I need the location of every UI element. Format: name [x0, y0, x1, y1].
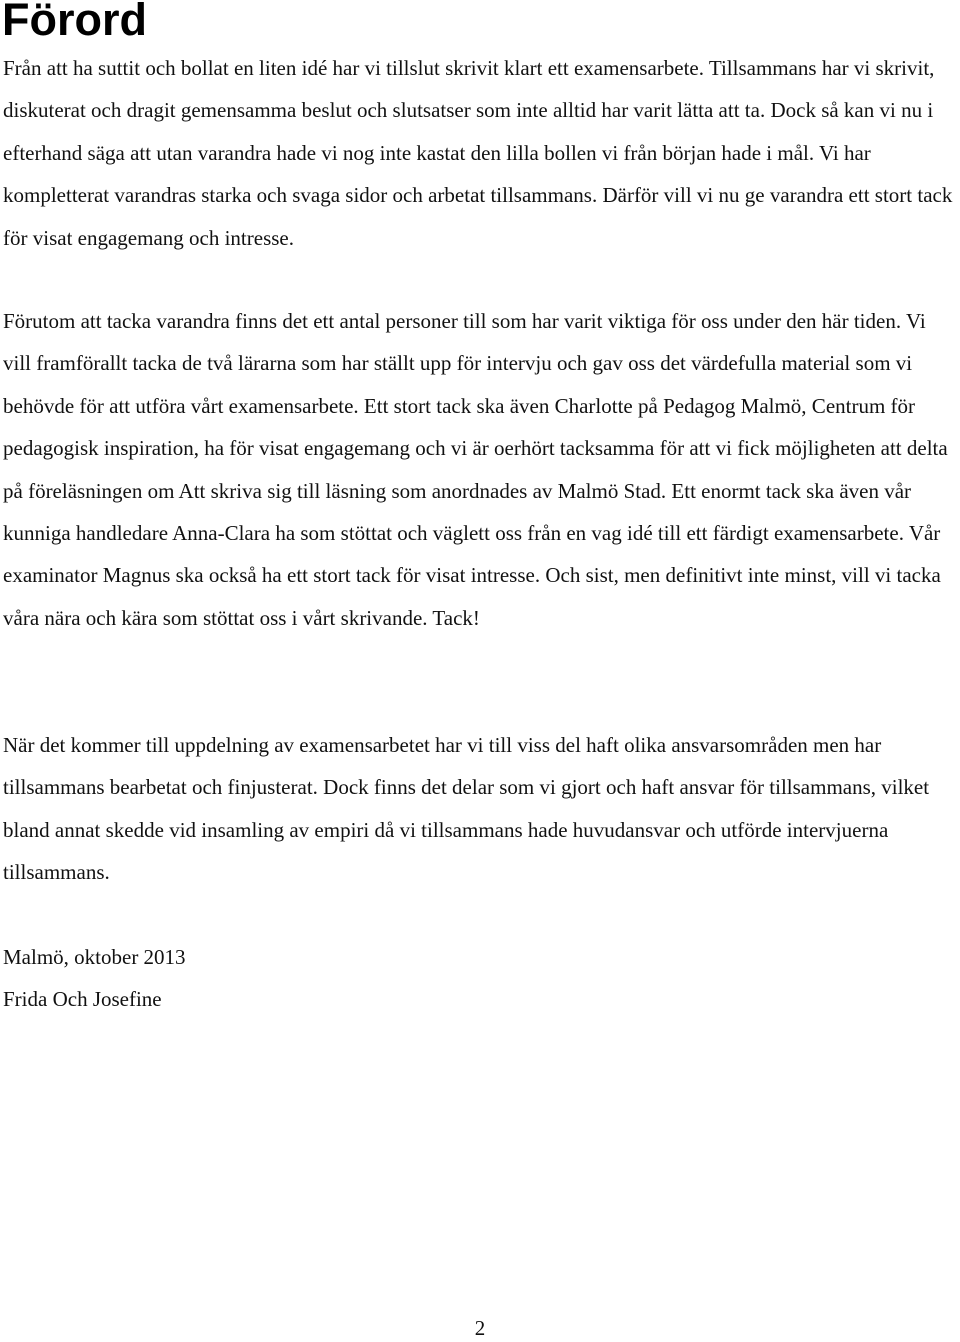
paragraph-acknowledgements: Förutom att tacka varandra finns det ett antal personer till som har varit viktiga för oss under den här tiden. Vi vill framförallt tacka de två lärarna som har ställt upp för intervju och gav oss det värdefulla material som vi behövde för att utföra vårt examensarbete. Ett stort tack ska även Charlotte på Pedagog Malmö, Centrum för pedagogisk inspiration, ha för visat engagemang och vi är oerhört tacksamma för att vi fick möjligheten att delta på föreläsningen om Att skriva sig till läsning som anordnades av Malmö Stad. Ett enormt tack ska även vår kunniga handledare Anna-Clara ha som stöttat och väglett oss från en vag idé till ett färdigt examensarbete. Vår examinator Magnus ska också ha ett stort tack för visat intresse. Och sist, men definitivt inte minst, vill vi tacka våra nära och kära som stöttat oss i vårt skrivande. Tack!: [3, 309, 948, 630]
signature-authors: Frida Och Josefine: [3, 987, 162, 1011]
page-title: Förord: [2, 0, 147, 45]
paragraph-intro: Från att ha suttit och bollat en liten idé har vi tillslut skrivit klart ett examensarbete. Tillsammans har vi skrivit, diskuterat och dragit gemensamma beslut och slutsatser som inte alltid har varit lätta att ta. Dock så kan vi nu i efterhand säga att utan varandra hade vi nog inte kastat den lilla bollen vi från början hade i mål. Vi har kompletterat varandras starka och svaga sidor och arbetat tillsammans. Därför vill vi nu ge varandra ett stort tack för visat engagemang och intresse.: [3, 56, 953, 250]
signature-place-date: Malmö, oktober 2013: [3, 945, 186, 969]
paragraph-division-of-work: När det kommer till uppdelning av examensarbetet har vi till viss del haft olika ansvarsområden men har tillsammans bearbetat och finjusterat. Dock finns det delar som vi gjort och haft ansvar för tillsammans, vilket bland annat skedde vid insamling av empiri då vi tillsammans hade huvudansvar och utförde intervjuerna tillsammans.: [3, 733, 930, 885]
page-number: 2: [474, 1316, 486, 1340]
